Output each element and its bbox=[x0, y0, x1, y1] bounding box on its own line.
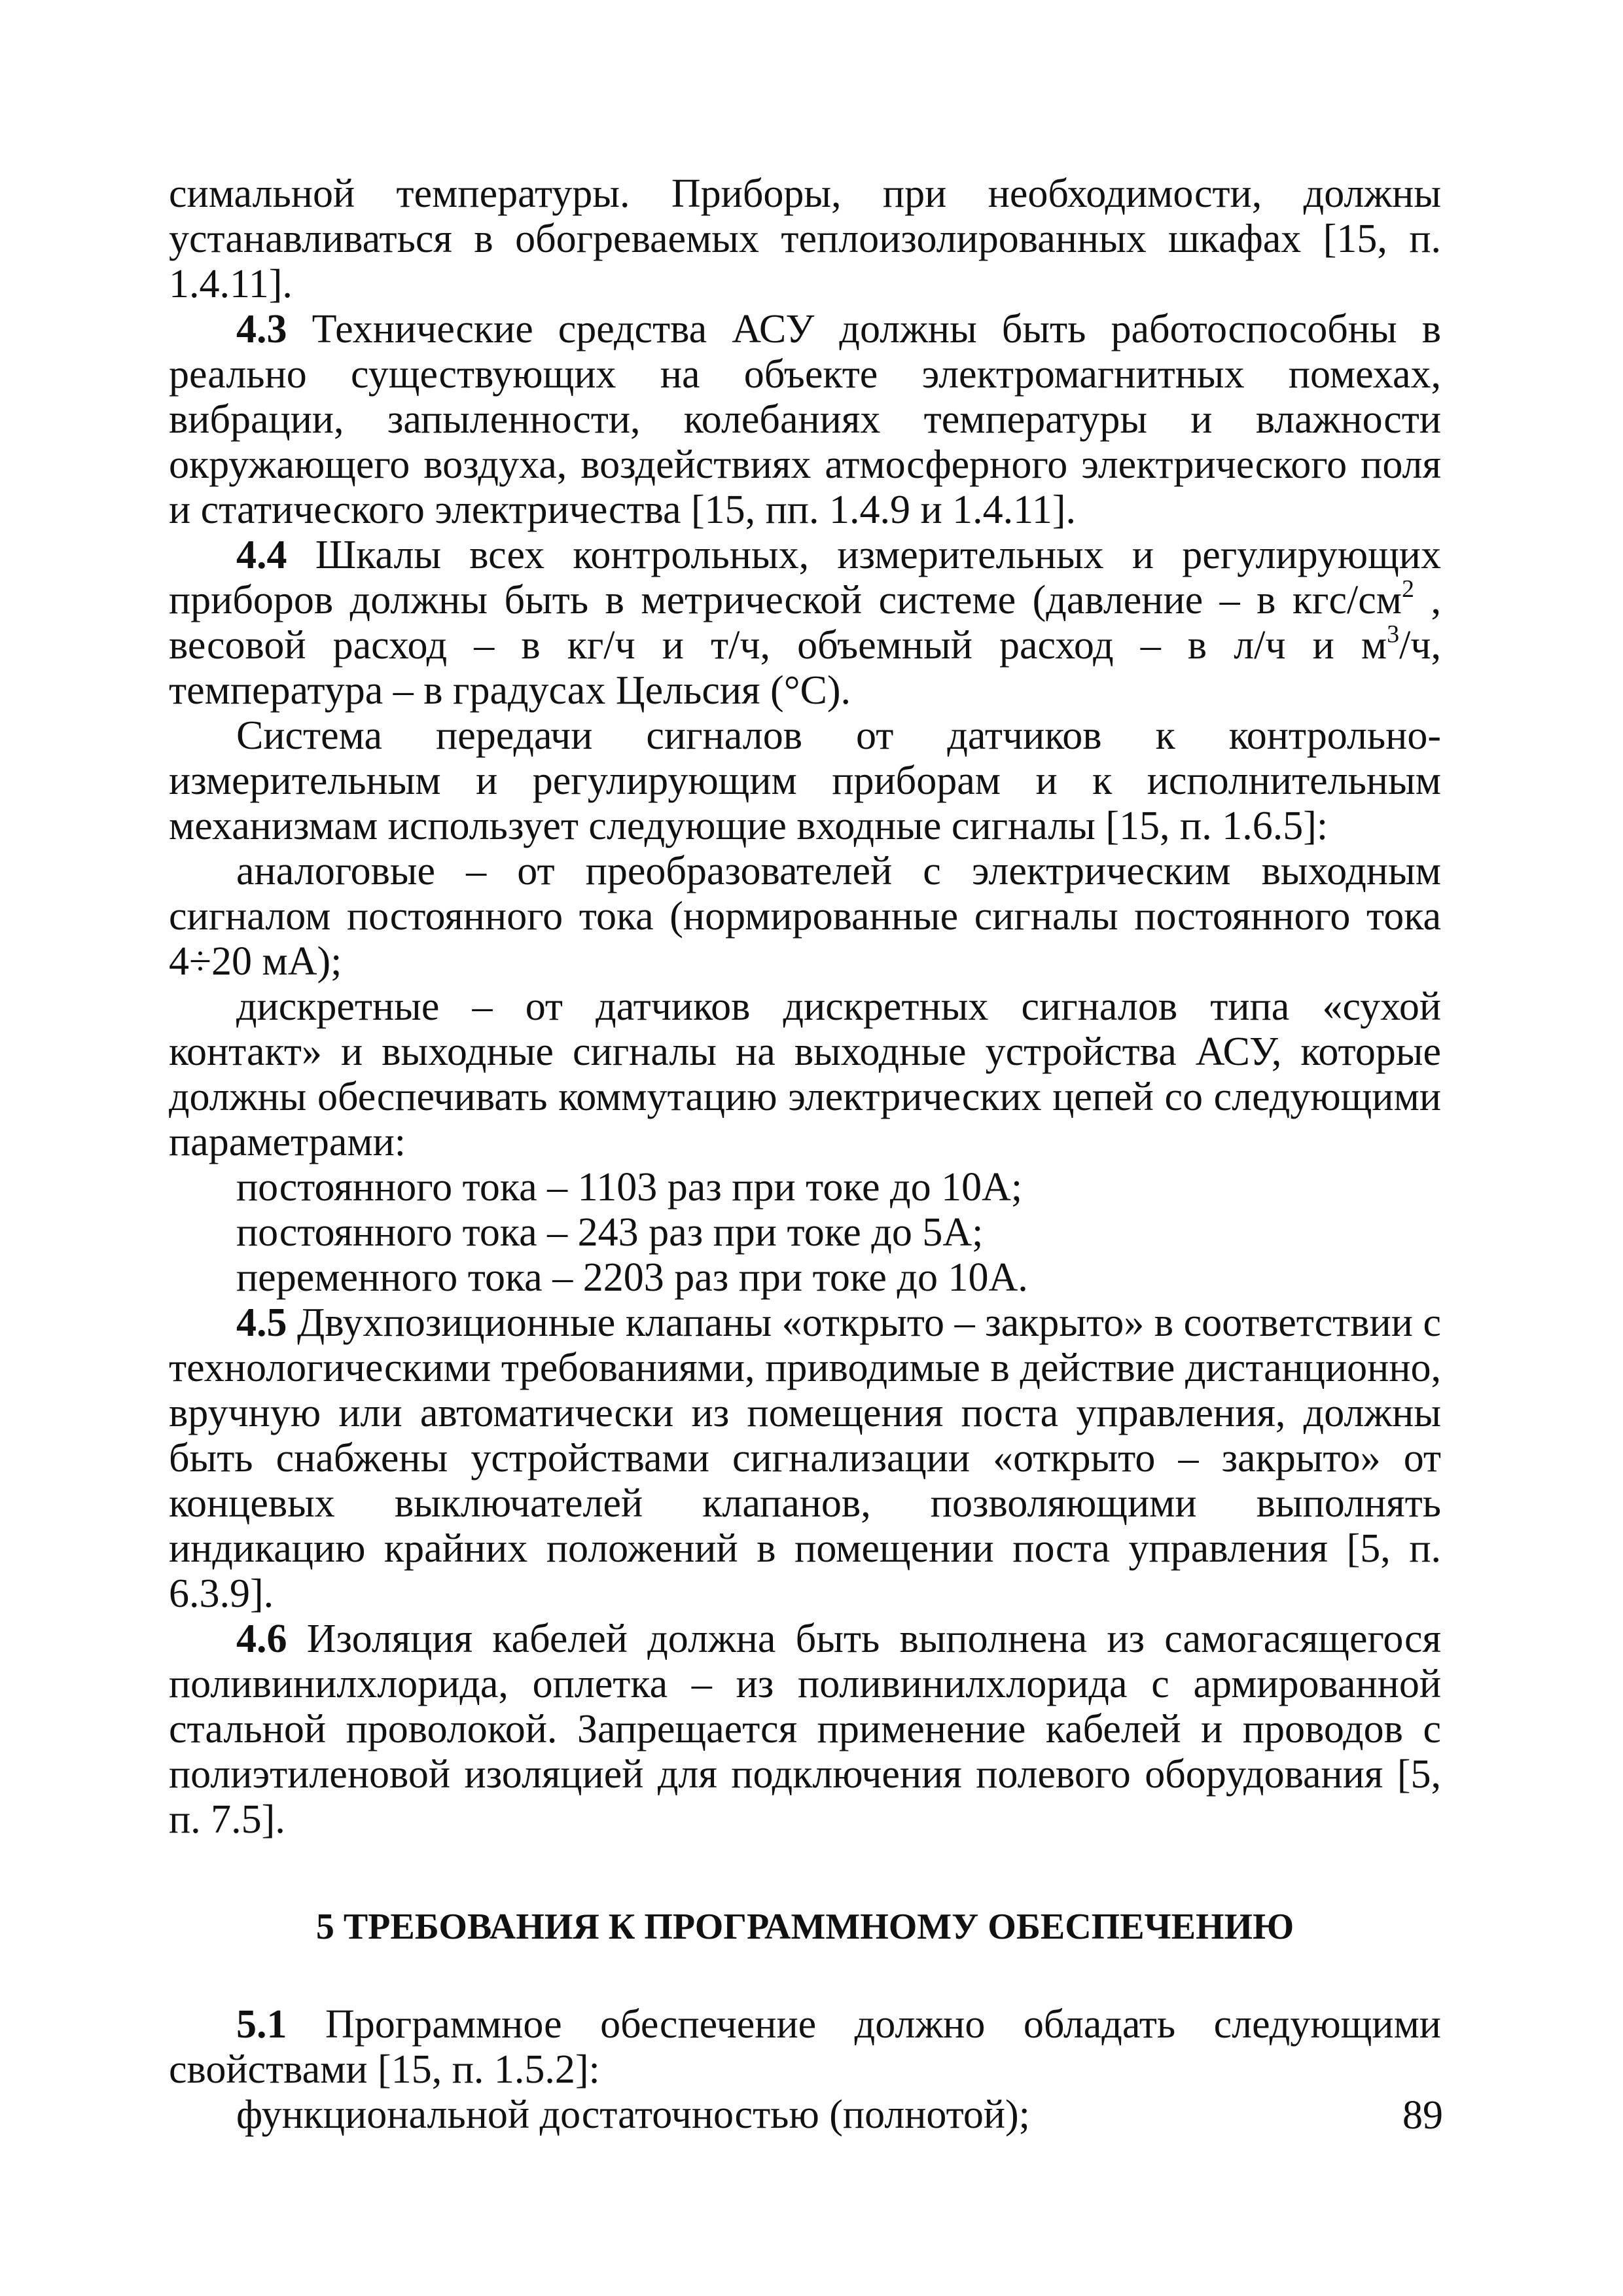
paragraph-text: Двухпозиционные клапаны «открыто – закрыто» в соответствии с технологическими требованиями, приводимые в действие дистанционно, вручную или автоматически из помещения поста управления, должны быть снабжены устройствами сигнализации «открыто – закрыто» от концевых выключателей клапанов, позволяющими выполнять индикацию крайних положений в помещении поста управления [5, п. 6.3.9]. bbox=[169, 1300, 1441, 1616]
page-number: 89 bbox=[1402, 2093, 1443, 2138]
superscript-2: 2 bbox=[1402, 575, 1414, 603]
paragraph-signal-system bbox=[169, 713, 1441, 849]
paragraph-text: Изоляция кабелей должна быть выполнена из самогасящегося поливинилхлорида, оплетка – из поливинилхлорида с армированной стальной проволокой. Запрещается применение кабелей и проводов с полиэтиленовой изоляцией для подключения полевого оборудования [5, п. 7.5]. bbox=[169, 1617, 1441, 1842]
section-heading: 5 ТРЕБОВАНИЯ К ПРОГРАММНОМУ ОБЕСПЕЧЕНИЮ bbox=[315, 1907, 1294, 1947]
paragraph-text: Шкалы всех контрольных, измерительных и регулирующих приборов должны быть в метрической системе (давление – в кгс/см bbox=[169, 533, 1441, 622]
paragraph-text: Технические средства АСУ должны быть работоспособны в реально существующих на объекте электромагнитных помехах, вибрации, запыленности, колебаниях температуры и влажности окружающего воздуха, воздействиях атмосферного электрического поля и статического электричества [15, пп. 1.4.9 и 1.4.11]. bbox=[169, 307, 1441, 532]
paragraph-text: функциональной достаточностью (полнотой); bbox=[236, 2092, 1030, 2137]
paragraph-4-6 bbox=[169, 1617, 1441, 1842]
paragraph-continuation bbox=[169, 171, 1441, 307]
clause-number: 4.6 bbox=[236, 1617, 287, 1661]
paragraph-text: постоянного тока – 1103 раз при токе до 10А; bbox=[236, 1165, 1023, 1210]
paragraph-text: , весовой расход – в кг/ч и т/ч, объемный расход – в л/ч и м bbox=[169, 578, 1442, 668]
paragraph-text: переменного тока – 2203 раз при токе до 10А. bbox=[236, 1255, 1028, 1300]
paragraph-4-4 bbox=[169, 533, 1441, 713]
list-item-dc-5a bbox=[169, 1210, 1441, 1255]
paragraph-text: симальной температуры. Приборы, при необходимости, должны устанавливаться в обогреваемых теплоизолированных шкафах [15, п. 1.4.11]. bbox=[169, 171, 1441, 306]
superscript-3: 3 bbox=[1387, 620, 1400, 648]
paragraph-4-3 bbox=[169, 307, 1441, 533]
list-item-functional-sufficiency bbox=[169, 2092, 1441, 2138]
clause-number: 5.1 bbox=[236, 2002, 287, 2047]
paragraph-5-1 bbox=[169, 2002, 1441, 2092]
page-body bbox=[169, 171, 1441, 2138]
list-item-dc-10a bbox=[169, 1165, 1441, 1210]
paragraph-4-5 bbox=[169, 1300, 1441, 1617]
clause-number: 4.5 bbox=[236, 1300, 287, 1345]
paragraph-analog-signals bbox=[169, 849, 1441, 984]
paragraph-text: /ч, температура – в градусах Цельсия (°С). bbox=[169, 623, 1441, 713]
paragraph-text: аналоговые – от преобразователей с электрическим выходным сигналом постоянного тока (нормированные сигналы постоянного тока 4÷20 мА); bbox=[169, 849, 1441, 984]
paragraph-text: постоянного тока – 243 раз при токе до 5А; bbox=[236, 1210, 984, 1255]
clause-number: 4.4 bbox=[236, 533, 287, 577]
list-item-ac-10a bbox=[169, 1255, 1441, 1300]
paragraph-discrete-signals bbox=[169, 984, 1441, 1165]
paragraph-text: дискретные – от датчиков дискретных сигналов типа «сухой контакт» и выходные сигналы на выходные устройства АСУ, которые должны обеспечивать коммутацию электрических цепей со следующими параметрами: bbox=[169, 984, 1441, 1164]
clause-number: 4.3 bbox=[236, 307, 287, 351]
paragraph-text: Программное обеспечение должно обладать следующими свойствами [15, п. 1.5.2]: bbox=[169, 2002, 1441, 2092]
paragraph-text: Система передачи сигналов от датчиков к контрольно-измерительным и регулирующим приборам и к исполнительным механизмам использует следующие входные сигналы [15, п. 1.6.5]: bbox=[169, 713, 1441, 848]
